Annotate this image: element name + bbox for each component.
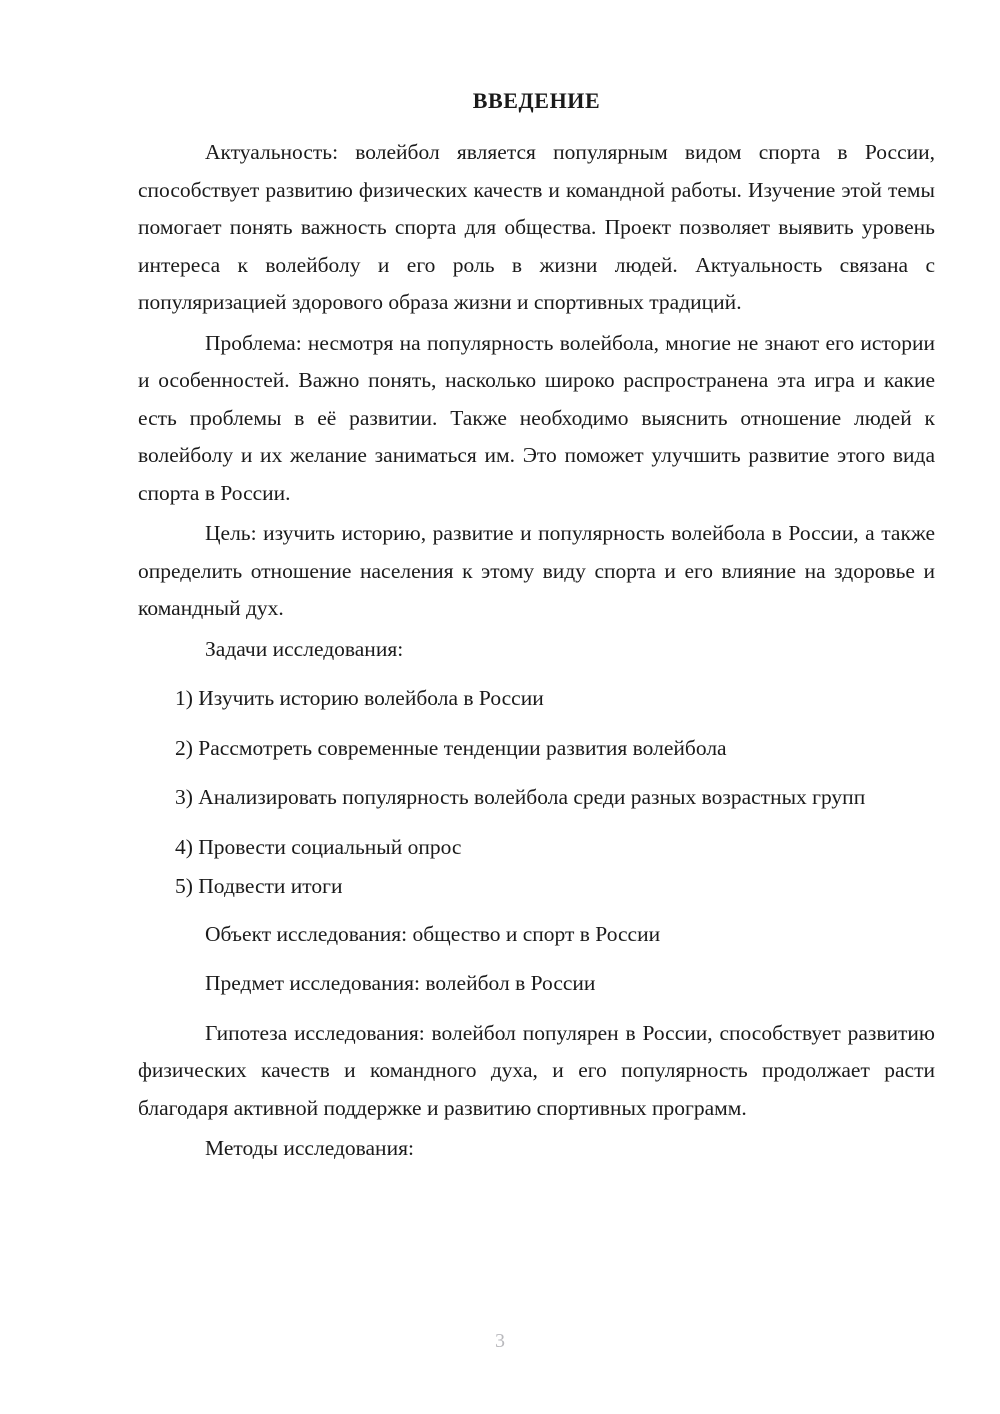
document-body (138, 88, 935, 1180)
page-number: 3 (495, 1330, 505, 1352)
subject-of-study: Предмет исследования: волейбол в России (205, 971, 596, 996)
list-item: 2) Рассмотреть современные тенденции развития волейбола (175, 735, 727, 760)
methods-label: Методы исследования: (205, 1136, 414, 1161)
page-title: ВВЕДЕНИЕ (472, 88, 601, 113)
tasks-label: Задачи исследования: (205, 636, 404, 661)
tasks-list (138, 680, 935, 906)
paragraph-problem: Проблема: несмотря на популярность волейбола, многие не знают его истории и особенностей. Важно понять, насколько широко распространена эта игра и какие есть проблемы в её развитии. Также необходимо выяснить отношение людей к волейболу и их желание заниматься им. Это поможет улучшить развитие этого вида спорта в России. (138, 330, 935, 505)
list-item: 3) Анализировать популярность волейбола среди разных возрастных групп (175, 785, 866, 810)
paragraph-hypothesis: Гипотеза исследования: волейбол популярен в России, способствует развитию физических качеств и командного духа, и его популярность продолжает расти благодаря активной поддержке и развитию спортивных программ. (138, 1020, 935, 1120)
paragraph-relevance: Актуальность: волейбол является популярным видом спорта в России, способствует развитию физических качеств и командной работы. Изучение этой темы помогает понять важность спорта для общества. Проект позволяет выявить уровень интереса к волейболу и его роль в жизни людей. Актуальность связана с популяризацией здорового образа жизни и спортивных традиций. (138, 140, 935, 315)
list-item: 4) Провести социальный опрос (175, 834, 462, 859)
list-item: 5) Подвести итоги (175, 874, 343, 899)
list-item: 1) Изучить историю волейбола в России (175, 686, 544, 711)
object-of-study: Объект исследования: общество и спорт в России (205, 921, 661, 946)
paragraph-goal: Цель: изучить историю, развитие и популярность волейбола в России, а также определить отношение населения к этому виду спорта и его влияние на здоровье и командный дух. (138, 521, 935, 621)
